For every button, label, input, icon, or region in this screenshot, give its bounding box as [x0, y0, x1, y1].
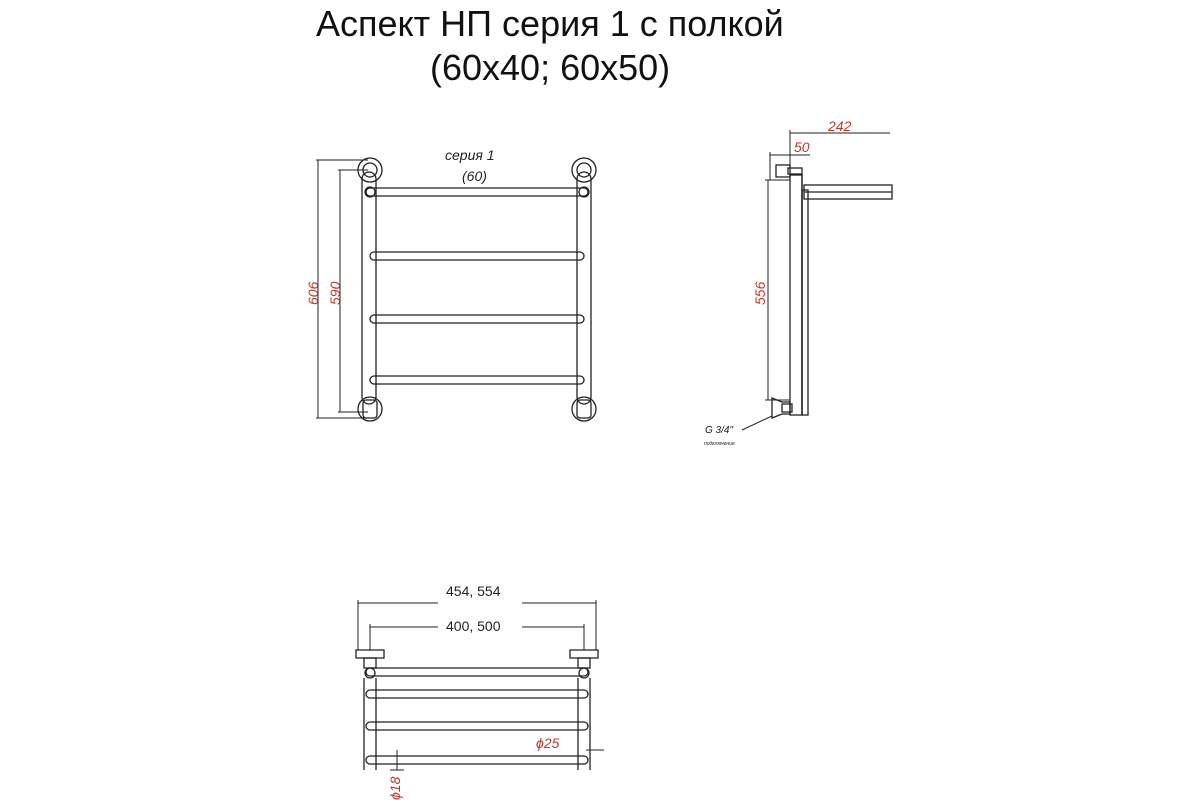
height-inner-label: 590: [327, 281, 343, 305]
side-height-dimension: [765, 180, 790, 400]
side-shelf: [804, 185, 892, 199]
thread-note: подключение: [704, 441, 735, 447]
tube-diameter-label: ϕ25: [536, 735, 560, 751]
width-inner-label: 400, 500: [446, 618, 501, 634]
side-height-label: 556: [752, 281, 768, 305]
small-diameter-label: ϕ18: [387, 776, 403, 800]
height-outer-label: 606: [305, 281, 321, 305]
product-title: Аспект НП серия 1 с полкой: [316, 3, 784, 44]
series-label: серия 1: [445, 147, 495, 163]
width-outer-label: 454, 554: [446, 583, 501, 599]
side-view: [704, 118, 892, 447]
front-rungs: [365, 187, 589, 384]
top-left-bracket: [356, 650, 384, 678]
top-right-bracket: [570, 650, 598, 678]
front-view: [305, 147, 596, 421]
side-riser: [790, 175, 808, 415]
thread-label: G 3/4": [705, 425, 734, 436]
product-sizes: (60x40; 60x50): [430, 47, 671, 88]
bottom-valve: [742, 398, 792, 430]
depth-label: 242: [828, 118, 852, 134]
top-view: [356, 583, 604, 800]
model-label: (60): [462, 168, 487, 184]
top-diameter-callouts: [390, 750, 604, 770]
offset-label: 50: [794, 139, 810, 155]
